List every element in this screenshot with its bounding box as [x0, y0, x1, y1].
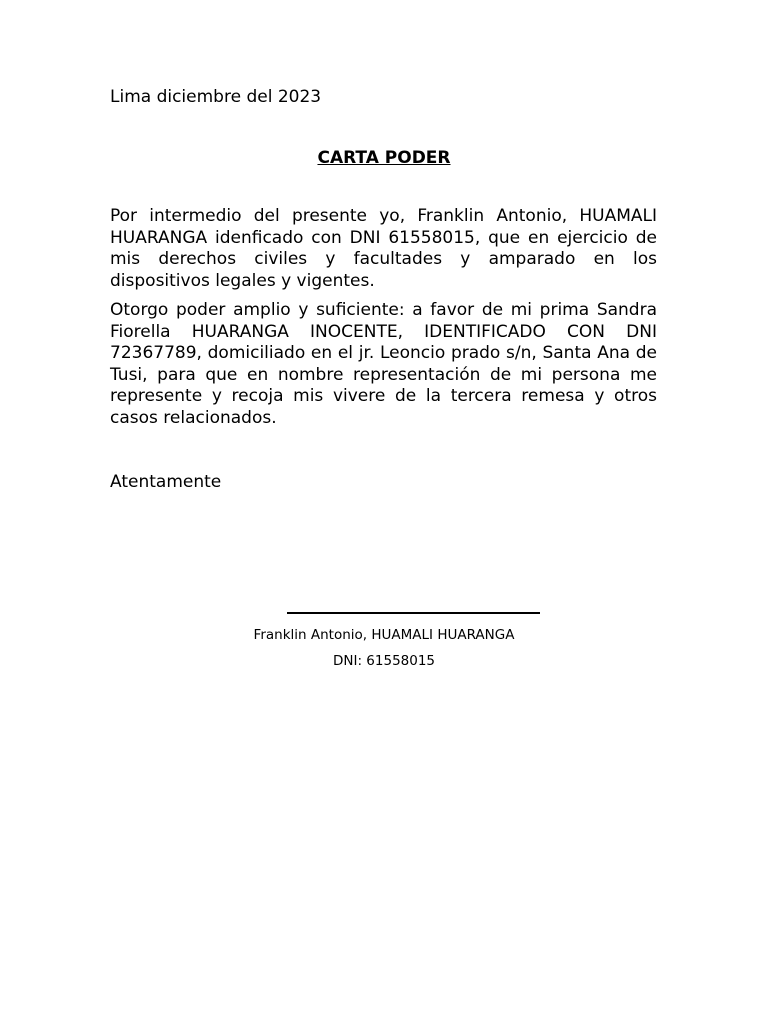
signatory-name: Franklin Antonio, HUAMALI HUARANGA — [253, 627, 515, 643]
closing-text: Atentamente — [110, 472, 222, 492]
signature-line — [287, 612, 540, 614]
signatory-dni: DNI: 61558015 — [332, 653, 436, 669]
paragraph-1: Por intermedio del presente yo, Franklin Antonio, HUAMALI HUARANGA idenficado con DNI 61558015, que en ejercicio de mis derechos civiles y facultades y amparado en los dispositivos legales y vigentes. — [110, 206, 657, 291]
paragraph-2: Otorgo poder amplio y suficiente: a favor de mi prima Sandra Fiorella HUARANGA INOCENTE, IDENTIFICADO CON DNI 72367789, domiciliado en el jr. Leoncio prado s/n, Santa Ana de Tusi, para que en nombre representación de mi persona me represente y recoja mis vivere de la tercera remesa y otros casos relacionados. — [110, 300, 657, 428]
date-line: Lima diciembre del 2023 — [110, 87, 322, 107]
document-title: CARTA PODER — [317, 148, 451, 168]
